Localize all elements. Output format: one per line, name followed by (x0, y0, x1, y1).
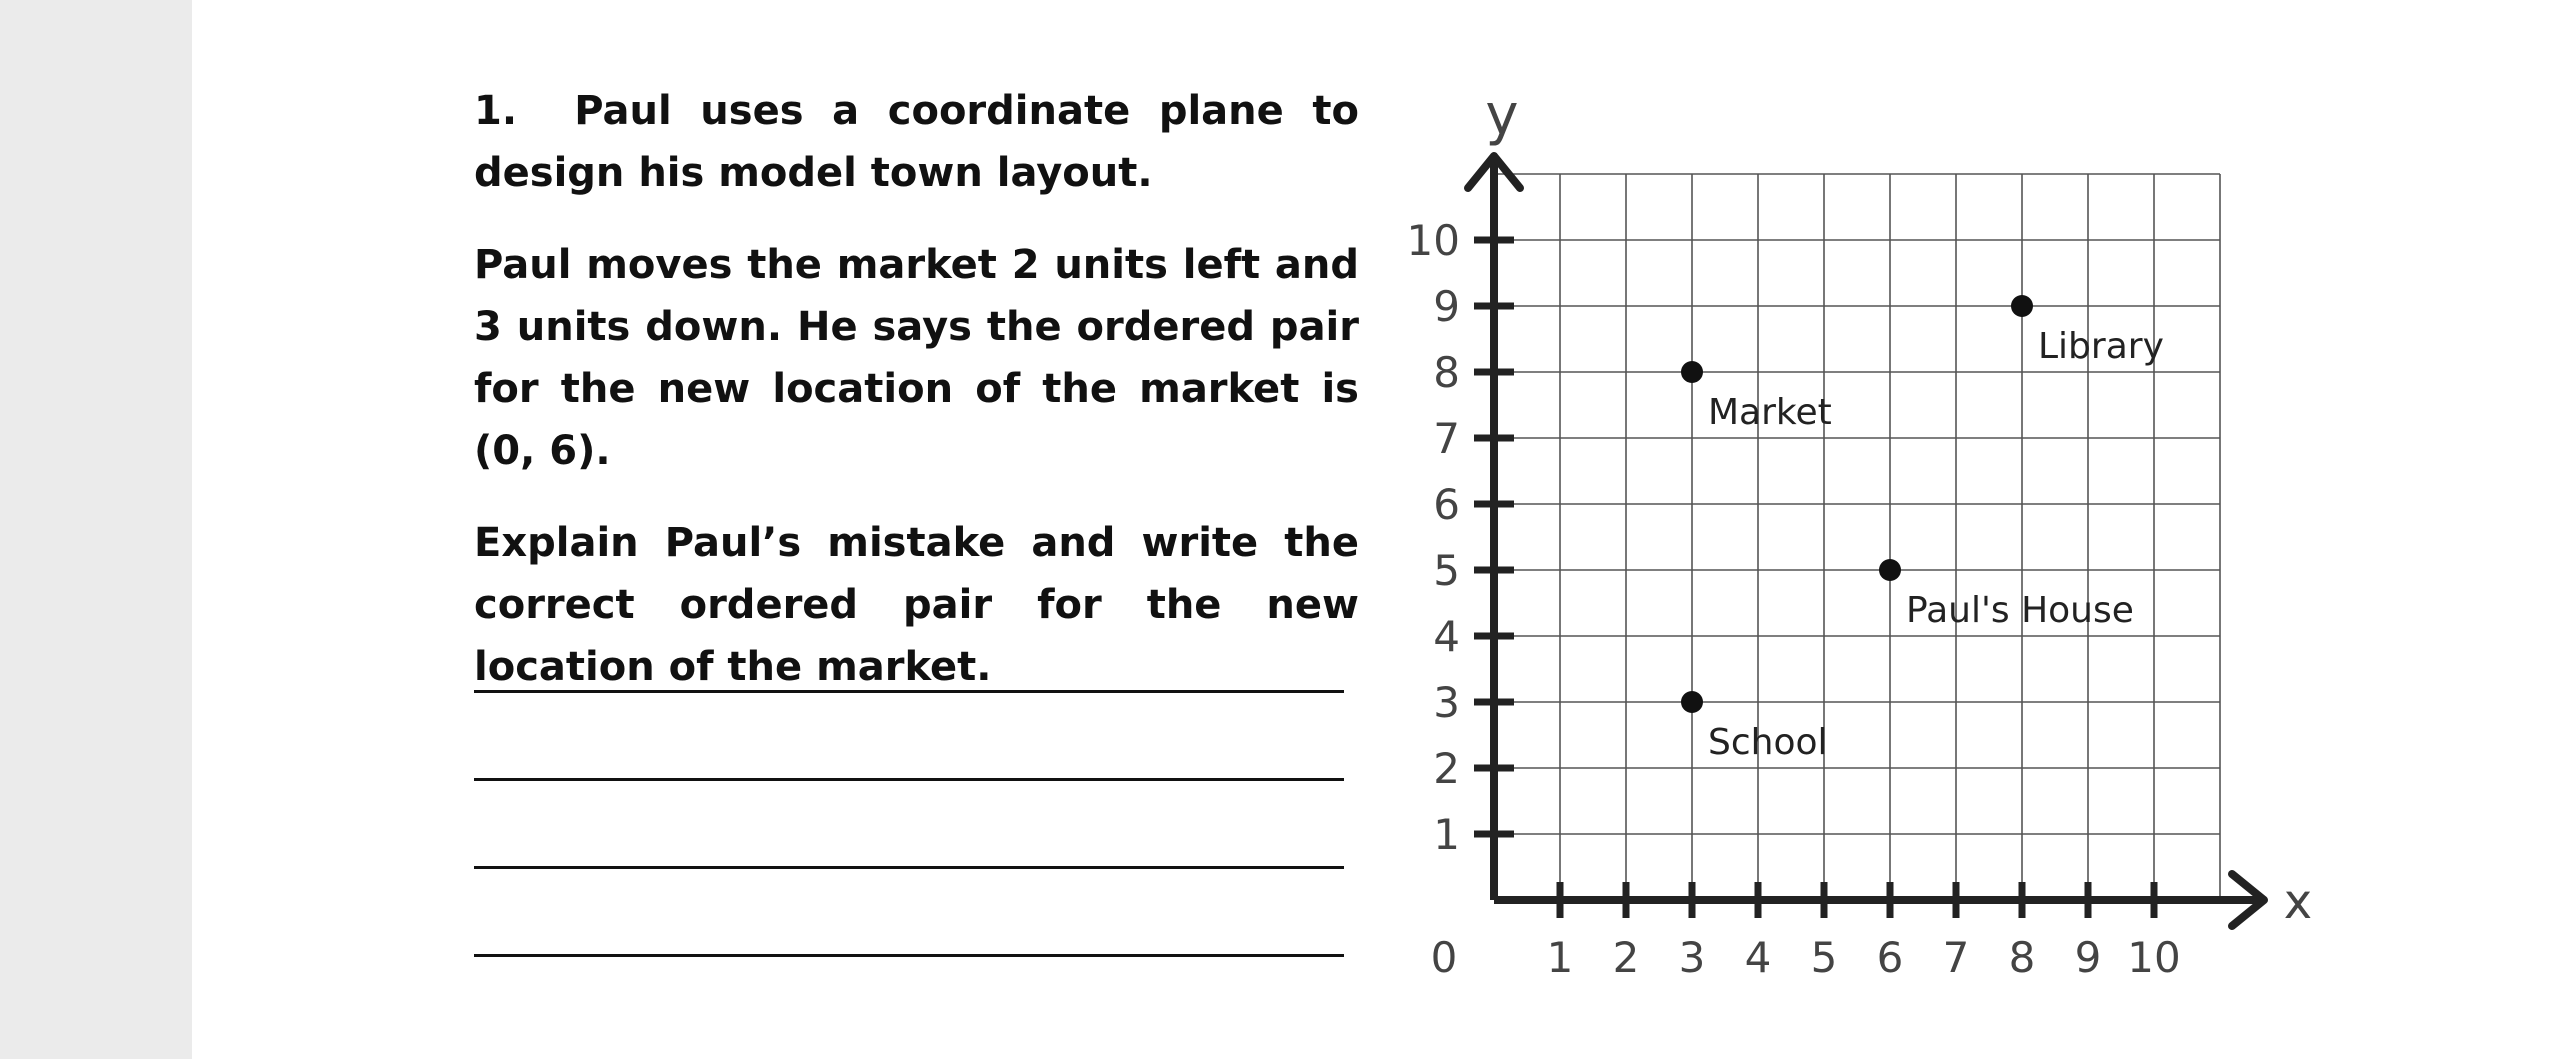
y-tick-label: 6 (1433, 480, 1460, 529)
point-label-library: Library (2038, 326, 2164, 367)
page-margin (0, 0, 192, 1059)
y-tick-label: 10 (1406, 216, 1460, 265)
x-tick-label: 1 (1546, 933, 1574, 982)
y-tick-label: 8 (1433, 348, 1460, 397)
y-tick-label: 2 (1433, 744, 1460, 793)
y-tick-label: 9 (1433, 282, 1460, 331)
x-tick-label: 8 (2008, 933, 2036, 982)
x-tick-label: 3 (1678, 933, 1706, 982)
point-market (1681, 361, 1703, 383)
x-tick-label: 10 (2127, 933, 2181, 982)
answer-lines (474, 690, 1344, 1042)
question-intro (474, 80, 1359, 204)
x-tick-label: 7 (1942, 933, 1970, 982)
coordinate-plane (1392, 90, 2312, 1010)
answer-line[interactable] (474, 778, 1344, 781)
task-text: Explain Paul’s mistake and write the correct ordered pair for the new location of the market. (474, 520, 1359, 690)
intro-text: Paul uses a coordinate plane to design his model town layout. (474, 88, 1359, 196)
y-tick-label: 3 (1433, 678, 1460, 727)
question-number: 1. (474, 88, 518, 134)
y-axis-label: y (1485, 90, 1519, 148)
y-tick-label: 4 (1433, 612, 1460, 661)
x-tick-label: 2 (1612, 933, 1640, 982)
answer-line[interactable] (474, 690, 1344, 693)
point-school (1681, 691, 1703, 713)
answer-line[interactable] (474, 954, 1344, 957)
point-label-paul-s-house: Paul's House (1906, 590, 2134, 631)
y-tick-label: 5 (1433, 546, 1460, 595)
point-label-school: School (1708, 722, 1828, 763)
y-tick-label: 7 (1433, 414, 1460, 463)
point-paul-s-house (1879, 559, 1901, 581)
x-tick-label: 4 (1744, 933, 1772, 982)
x-tick-label: 9 (2074, 933, 2102, 982)
y-tick-label: 1 (1433, 810, 1460, 859)
statement-text: Paul moves the market 2 units left and 3 units down. He says the ordered pair for the new location of the market is (0, 6). (474, 242, 1359, 474)
x-tick-label: 6 (1876, 933, 1904, 982)
question-text (474, 80, 1359, 728)
point-label-market: Market (1708, 392, 1832, 433)
x-tick-label: 5 (1810, 933, 1838, 982)
x-axis-label: x (2283, 874, 2312, 930)
origin-label: 0 (1430, 933, 1458, 982)
point-library (2011, 295, 2033, 317)
answer-line[interactable] (474, 866, 1344, 869)
